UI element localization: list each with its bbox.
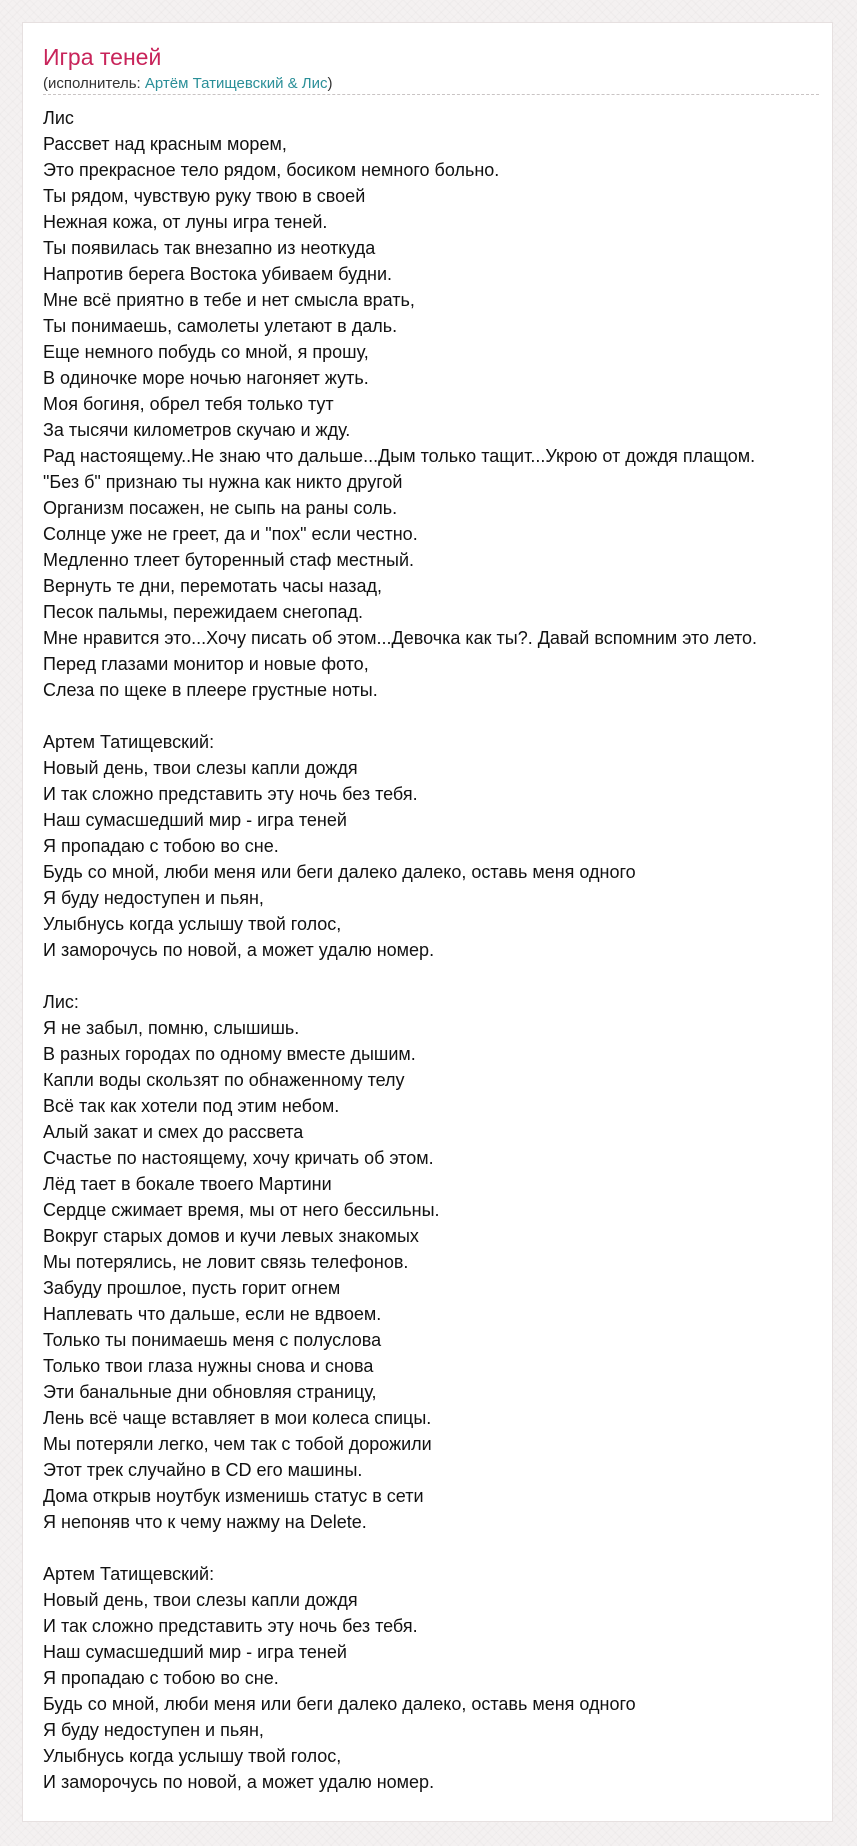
lyric-line: Я пропадаю с тобою во сне. [43, 1668, 279, 1688]
lyric-line: И так сложно представить эту ночь без тебя. [43, 1616, 418, 1636]
lyric-line: Лёд тает в бокале твоего Мартини [43, 1174, 332, 1194]
lyric-line: Наш сумасшедший мир - игра теней [43, 1642, 347, 1662]
lyric-line: Ты понимаешь, самолеты улетают в даль. [43, 316, 398, 336]
artist-link[interactable]: Артём Татищевский & Лис [144, 75, 328, 92]
lyric-line: Еще немного побудь со мной, я прошу, [43, 342, 369, 362]
lyric-line: Это прекрасное тело рядом, босиком немного больно. [43, 160, 500, 180]
lyric-line: Мы потеряли легко, чем так с тобой дорожили [43, 1434, 432, 1454]
lyric-line: Я буду недоступен и пьян, [43, 888, 264, 908]
lyric-line: "Без б" признаю ты нужна как никто другой [43, 472, 403, 492]
lyric-line: Вокруг старых домов и кучи левых знакомых [43, 1226, 419, 1246]
lyric-line: Артем Татищевский: [43, 1564, 215, 1584]
lyric-line: Улыбнусь когда услышу твой голос, [43, 914, 342, 934]
artist-prefix: (исполнитель: [43, 75, 145, 92]
lyric-line: Вернуть те дни, перемотать часы назад, [43, 576, 383, 596]
lyric-line: Только ты понимаешь меня с полуслова [43, 1330, 382, 1350]
lyric-line: Моя богиня, обрел тебя только тут [43, 394, 334, 414]
song-title: Игра теней [43, 44, 162, 70]
lyric-line: И так сложно представить эту ночь без тебя. [43, 784, 418, 804]
lyric-line: Наплевать что дальше, если не вдвоем. [43, 1304, 382, 1324]
lyric-line: Только твои глаза нужны снова и снова [43, 1356, 374, 1376]
lyric-line: Ты рядом, чувствую руку твою в своей [43, 186, 366, 206]
lyric-line: Новый день, твои слезы капли дождя [43, 758, 358, 778]
lyric-line: Наш сумасшедший мир - игра теней [43, 810, 347, 830]
lyric-line: И заморочусь по новой, а может удалю номер. [43, 940, 435, 960]
lyric-line: Лис [43, 108, 74, 128]
lyric-line: Сердце сжимает время, мы от него бессильны. [43, 1200, 440, 1220]
lyric-line: Капли воды скользят по обнаженному телу [43, 1070, 405, 1090]
lyric-line: Эти банальные дни обновляя страницу, [43, 1382, 377, 1402]
lyric-line: Всё так как хотели под этим небом. [43, 1096, 340, 1116]
lyric-line: Рассвет над красным морем, [43, 134, 287, 154]
artist-line [43, 75, 333, 93]
lyric-line: Дома открыв ноутбук изменишь статус в сети [43, 1486, 424, 1506]
lyric-line: Слеза по щеке в плеере грустные ноты. [43, 680, 378, 700]
lyric-line: Медленно тлеет буторенный стаф местный. [43, 550, 415, 570]
lyric-line: Нежная кожа, от луны игра теней. [43, 212, 328, 232]
lyrics-card [22, 22, 833, 1822]
lyric-line: Забуду прошлое, пусть горит огнем [43, 1278, 341, 1298]
lyric-line: Лень всё чаще вставляет в мои колеса спицы. [43, 1408, 432, 1428]
stanza-break [43, 963, 857, 989]
lyric-line: И заморочусь по новой, а может удалю номер. [43, 1772, 435, 1792]
lyric-line: Лис: [43, 992, 79, 1012]
stanza-break [43, 1535, 857, 1561]
lyric-line: Этот трек случайно в CD его машины. [43, 1460, 363, 1480]
lyric-line: Алый закат и смех до рассвета [43, 1122, 304, 1142]
lyric-line: Я буду недоступен и пьян, [43, 1720, 264, 1740]
lyric-line: Я непоняв что к чему нажму на Delete. [43, 1512, 367, 1532]
lyric-line: Мне всё приятно в тебе и нет смысла врать, [43, 290, 415, 310]
lyrics-body [43, 105, 857, 1795]
title-divider [43, 94, 819, 95]
lyric-line: Артем Татищевский: [43, 732, 215, 752]
lyric-line: Будь со мной, люби меня или беги далеко далеко, оставь меня одного [43, 862, 636, 882]
lyric-line: Счастье по настоящему, хочу кричать об этом. [43, 1148, 434, 1168]
lyric-line: За тысячи километров скучаю и жду. [43, 420, 351, 440]
lyric-line: Будь со мной, люби меня или беги далеко далеко, оставь меня одного [43, 1694, 636, 1714]
lyric-line: Мне нравится это...Хочу писать об этом...Девочка как ты?. Давай вспомним это лето. [43, 628, 758, 648]
lyric-line: Новый день, твои слезы капли дождя [43, 1590, 358, 1610]
lyric-line: Напротив берега Востока убиваем будни. [43, 264, 393, 284]
stanza-break [43, 703, 857, 729]
lyric-line: Улыбнусь когда услышу твой голос, [43, 1746, 342, 1766]
lyric-line: Я пропадаю с тобою во сне. [43, 836, 279, 856]
lyric-line: Перед глазами монитор и новые фото, [43, 654, 369, 674]
lyric-line: Песок пальмы, пережидаем снегопад. [43, 602, 363, 622]
lyric-line: Организм посажен, не сыпь на раны соль. [43, 498, 398, 518]
lyric-line: Ты появилась так внезапно из неоткуда [43, 238, 376, 258]
lyric-line: В разных городах по одному вместе дышим. [43, 1044, 416, 1064]
lyric-line: В одиночке море ночью нагоняет жуть. [43, 368, 369, 388]
lyric-line: Рад настоящему..Не знаю что дальше...Дым только тащит...Укрою от дождя плащом. [43, 446, 756, 466]
lyric-line: Мы потерялись, не ловит связь телефонов. [43, 1252, 409, 1272]
artist-suffix: ) [327, 75, 333, 92]
lyric-line: Солнце уже не греет, да и "пох" если честно. [43, 524, 418, 544]
lyric-line: Я не забыл, помню, слышишь. [43, 1018, 300, 1038]
